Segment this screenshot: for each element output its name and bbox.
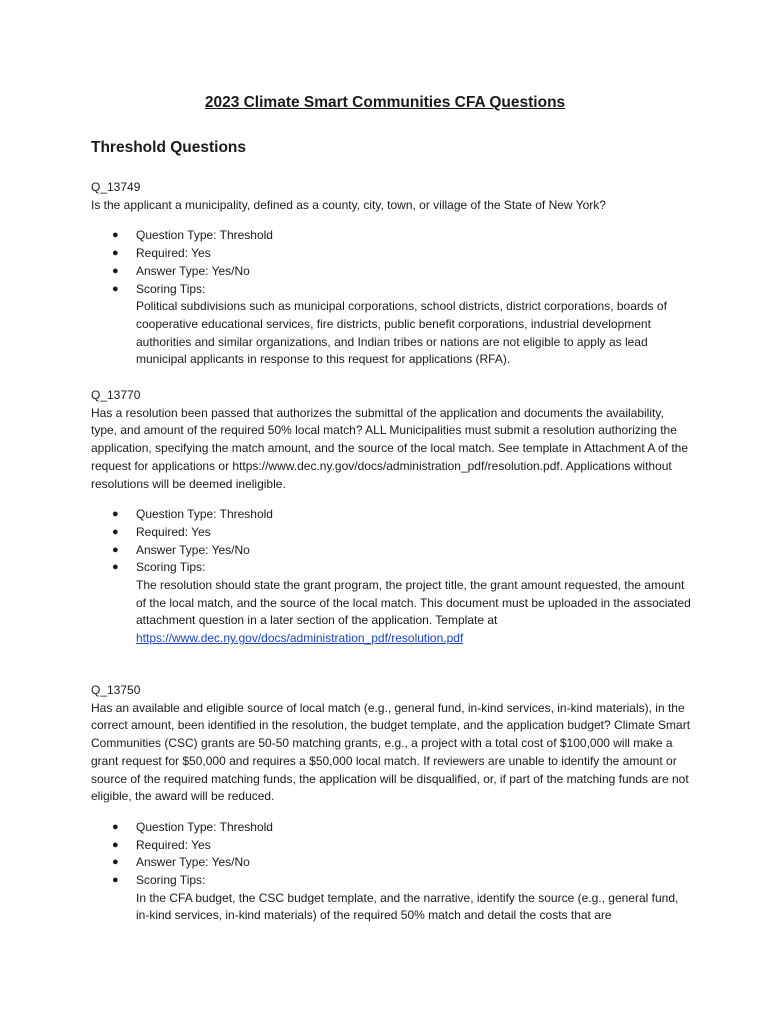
list-item: [91, 559, 691, 648]
document-title: 2023 Climate Smart Communities CFA Questions: [204, 94, 566, 111]
resolution-template-link[interactable]: https://www.dec.ny.gov/docs/administration_pdf/resolution.pdf: [136, 631, 464, 646]
scoring-tips-label: Scoring Tips:: [136, 281, 206, 296]
scoring-tips-label: Scoring Tips:: [136, 873, 206, 888]
list-item: [91, 245, 691, 263]
scoring-tips-text: Political subdivisions such as municipal corporations, school districts, district corporations, boards of cooperative educational services, fire districts, public benefit corporations, industrial development authorities and similar organizations, and Indian tribes or nations are not eligible to apply as lead municipal applicants in response to this request for applications (RFA).: [136, 299, 667, 367]
answer-type: Answer Type: Yes/No: [136, 855, 250, 870]
bullet-icon: ●: [112, 838, 119, 851]
scoring-tips-paragraph: [136, 577, 691, 648]
question-text: Has an available and eligible source of local match (e.g., general fund, in-kind services, in-kind materials), in the correct amount, been identified in the resolution, the budget template, and the application budget? Climate Smart Communities (CSC) grants are 50-50 matching grants, e.g., a project with a total cost of $100,000 will make a grant request for $50,000 and requires a $50,000 local match. If reviewers are unable to identify the amount or source of the required matching funds, the application will be disqualified, or, if part of the matching funds are not eligible, the award will be reduced.: [91, 700, 691, 804]
required-flag: Required: Yes: [136, 837, 211, 852]
list-item: [91, 524, 691, 542]
question-type: Question Type: Threshold: [136, 228, 273, 243]
section-heading: Threshold Questions: [91, 139, 247, 156]
scoring-tips-text: In the CFA budget, the CSC budget template, and the narrative, identify the source (e.g., general fund, in-kind services, in-kind materials) of the required 50% match and detail the costs that are: [136, 890, 679, 923]
list-item: [91, 854, 691, 872]
list-item: [91, 227, 691, 245]
question-block-q13770: [91, 387, 691, 648]
list-item: [91, 837, 691, 855]
question-id: Q_13770: [91, 388, 141, 402]
list-item: [91, 872, 691, 925]
bullet-icon: ●: [112, 229, 119, 242]
bullet-icon: ●: [112, 874, 119, 887]
question-text: Is the applicant a municipality, defined as a county, city, town, or village of the State of New York?: [91, 197, 606, 212]
question-id: Q_13749: [91, 180, 141, 194]
answer-type: Answer Type: Yes/No: [136, 263, 250, 278]
question-properties-list: [91, 506, 691, 648]
question-type: Question Type: Threshold: [136, 507, 273, 522]
list-item: [91, 263, 691, 281]
question-properties-list: [91, 819, 691, 925]
required-flag: Required: Yes: [136, 246, 211, 261]
bullet-icon: ●: [112, 856, 119, 869]
list-item: [91, 281, 691, 370]
bullet-icon: ●: [112, 525, 119, 538]
bullet-icon: ●: [112, 508, 119, 521]
bullet-icon: ●: [112, 543, 119, 556]
question-properties-list: [91, 227, 691, 369]
required-flag: Required: Yes: [136, 524, 211, 539]
list-item: [91, 506, 691, 524]
question-block-q13750: [91, 682, 691, 925]
answer-type: Answer Type: Yes/No: [136, 542, 250, 557]
question-block-q13749: [91, 179, 691, 369]
question-type: Question Type: Threshold: [136, 819, 273, 834]
scoring-tips-label: Scoring Tips:: [136, 560, 206, 575]
bullet-icon: ●: [112, 247, 119, 260]
bullet-icon: ●: [112, 820, 119, 833]
question-text: Has a resolution been passed that authorizes the submittal of the application and documents the availability, type, and amount of the required 50% local match? ALL Municipalities must submit a resolution authorizing the application, specifying the match amount, and the source of the local match. See template in Attachment A of the request for applications or https://www.dec.ny.gov/docs/administration_pdf/resolution.pdf. Applications without resolutions will be deemed ineligible.: [91, 405, 689, 491]
list-item: [91, 542, 691, 560]
bullet-icon: ●: [112, 282, 119, 295]
scoring-tips-text: The resolution should state the grant program, the project title, the grant amount requested, the amount of the local match, and the source of the local match. This document must be uploaded in the associated attachment question in a later section of the application. Template at: [136, 578, 691, 628]
question-id: Q_13750: [91, 683, 141, 697]
list-item: [91, 819, 691, 837]
bullet-icon: ●: [112, 264, 119, 277]
bullet-icon: ●: [112, 561, 119, 574]
